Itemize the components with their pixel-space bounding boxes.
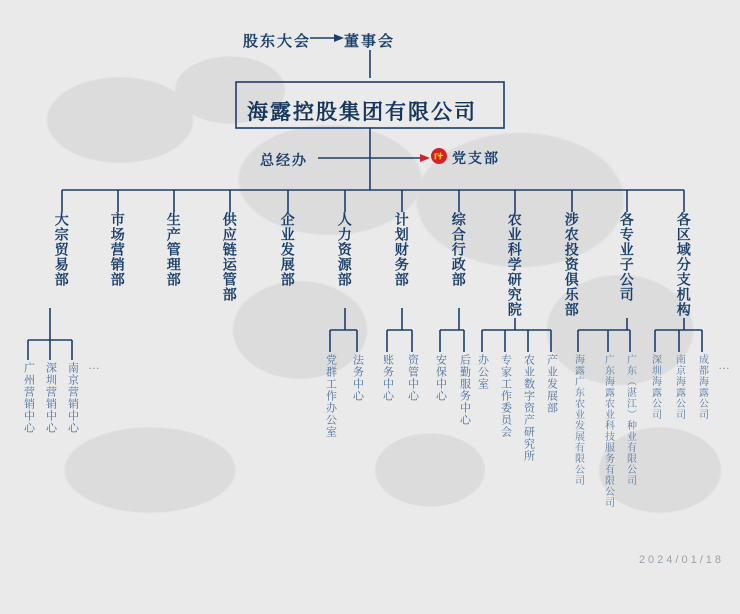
node-department[interactable]: 各区域分支机构 [675,212,692,317]
node-branch-center[interactable]: 南京营销中心 [66,362,79,434]
node-department[interactable]: 农业科学研究院 [506,212,523,317]
node-subsidiary[interactable]: 广东（湛江）种业有限公司 [624,354,636,486]
node-board-of-directors[interactable]: 董事会 [344,33,396,50]
node-regional-branch[interactable]: 南京海露公司 [673,354,685,420]
node-company-name[interactable]: 海露控股集团有限公司 [247,101,477,124]
date-stamp: 2024/01/18 [638,554,724,566]
node-sub-unit[interactable]: 党群工作办公室 [324,354,337,438]
node-regional-branch[interactable]: 深圳海露公司 [649,354,661,420]
node-sub-unit[interactable]: 后勤服务中心 [458,354,471,426]
node-general-manager-office[interactable]: 总经办 [260,152,308,168]
node-shareholders-meeting[interactable]: 股东大会 [243,33,312,50]
node-sub-unit[interactable]: 农业数字资产研究所 [522,354,535,462]
node-department[interactable]: 市场营销部 [109,212,126,287]
node-sub-unit[interactable]: 产业发展部 [545,354,558,414]
node-sub-unit[interactable]: 专家工作委员会 [499,354,512,438]
node-department[interactable]: 供应链运管部 [221,212,238,302]
node-department[interactable]: 各专业子公司 [618,212,635,302]
node-department[interactable]: 综合行政部 [450,212,467,287]
node-branch-center[interactable]: 广州营销中心 [22,362,35,434]
party-emblem-icon [430,148,448,164]
node-regional-branch[interactable]: 成都海露公司 [696,354,708,420]
ellipsis-marker: … [88,358,102,372]
node-subsidiary[interactable]: 海露广东农业发展有限公司 [572,354,584,486]
node-sub-unit[interactable]: 法务中心 [351,354,364,402]
node-department[interactable]: 大宗贸易部 [53,212,70,287]
node-department[interactable]: 生产管理部 [165,212,182,287]
node-branch-center[interactable]: 深圳营销中心 [44,362,57,434]
node-party-branch[interactable]: 党支部 [452,150,500,166]
node-department[interactable]: 涉农投资俱乐部 [563,212,580,317]
node-department[interactable]: 人力资源部 [336,212,353,287]
ellipsis-marker: … [718,358,732,372]
node-subsidiary[interactable]: 广东海露农业科技服务有限公司 [602,354,614,508]
node-sub-unit[interactable]: 资管中心 [406,354,419,402]
node-sub-unit[interactable]: 办公室 [476,354,489,390]
node-department[interactable]: 企业发展部 [279,212,296,287]
node-department[interactable]: 计划财务部 [393,212,410,287]
node-sub-unit[interactable]: 安保中心 [434,354,447,402]
node-sub-unit[interactable]: 账务中心 [381,354,394,402]
